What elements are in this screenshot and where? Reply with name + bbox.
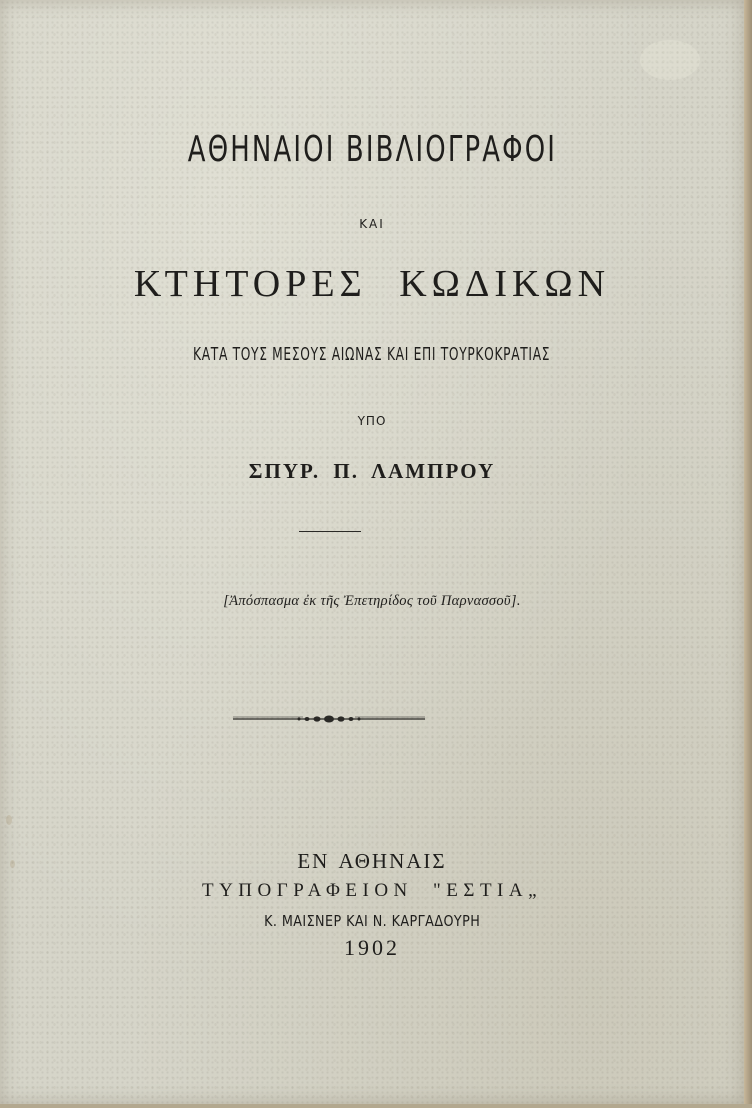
paper-stain [640,40,700,80]
page-edge-right [744,0,752,1108]
short-rule-divider [299,531,361,532]
subtitle [0,344,744,365]
imprint-printer-names-text: Κ. ΜΑΙΣΝΕΡ ΚΑΙ Ν. ΚΑΡΓΑΔΟΥΡΗ [263,912,481,930]
imprint-printer: ΤΥΠΟΓΡΑΦΕΙΟΝ "ΕΣΤΙΑ„ [201,880,543,901]
title-line-1-text: ΑΘΗΝΑΙΟΙ ΒΙΒΛΙΟΓΡΑΦΟΙ [187,129,557,170]
conjunction: ΚΑΙ [359,217,385,231]
imprint-year: 1902 [344,935,400,960]
subtitle-text: ΚΑΤΑ ΤΟΥΣ ΜΕΣΟΥΣ ΑΙΩΝΑΣ ΚΑΙ ΕΠΙ ΤΟΥΡΚΟΚΡΑΤΙΑΣ [193,344,551,365]
imprint-printer-names [0,912,744,931]
extract-note: [Ἀπόσπασμα ἐκ τῆς Ἐπετηρίδος τοῦ Παρνασσοῦ]. [223,593,521,609]
paper-stain [6,815,12,825]
title-line-2: ΚΤΗΤΟΡΕΣ ΚΩΔΙΚΩΝ [133,263,611,305]
page-edge-bottom [0,1104,752,1108]
imprint-place: ΕΝ ΑΘΗΝΑΙΣ [297,849,447,873]
ornamental-rule-divider [233,712,425,726]
by-label: ΥΠΟ [357,414,387,428]
author-name: ΣΠΥΡ. Π. ΛΑΜΠΡΟΥ [248,459,496,483]
title-line-1 [0,128,744,170]
